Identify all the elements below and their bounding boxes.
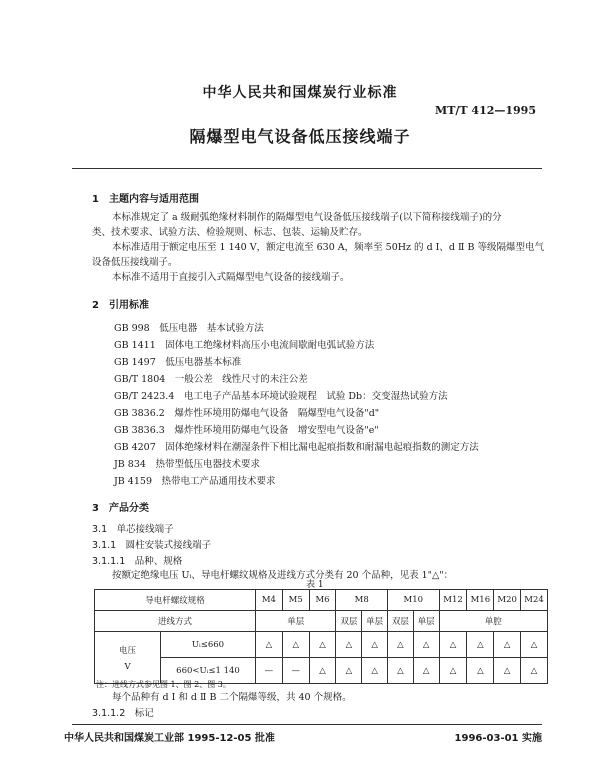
mark-cell: △ (439, 658, 467, 684)
section-1-para-3: 本标准不适用于直接引入式隔爆型电气设备的接线端子。 (112, 272, 350, 283)
standard-code: MT/T 412—1995 (435, 104, 536, 117)
mark-cell: △ (362, 632, 388, 658)
section-3-heading: 3 产品分类 (92, 503, 149, 514)
footer-divider (72, 724, 542, 725)
entry-cell: 单层 (255, 611, 335, 632)
mark-cell: — (282, 658, 309, 684)
implementation-date: 1996-03-01 实施 (454, 733, 542, 744)
size-cell: M8 (336, 590, 388, 611)
mark-cell: △ (309, 658, 336, 684)
mark-cell: △ (467, 658, 494, 684)
mark-cell: △ (282, 632, 309, 658)
reference-item: GB 1497 低压电器基本标准 (114, 357, 242, 368)
size-cell: M4 (255, 590, 282, 611)
entry-cell: 单腔 (439, 611, 547, 632)
mark-cell: △ (439, 632, 467, 658)
entry-cell: 双层 (336, 611, 362, 632)
mark-cell: — (255, 658, 282, 684)
size-cell: M5 (282, 590, 309, 611)
reference-item: GB 3836.3 爆炸性环境用防爆电气设备 增安型电气设备"e" (114, 425, 379, 436)
mark-cell: △ (494, 658, 521, 684)
reference-item: GB/T 2423.4 电工电子产品基本环境试验规程 试验 Db：交变湿热试验方法 (114, 391, 448, 402)
row-label: 660<Uᵢ≤1 140 (161, 658, 256, 684)
mark-cell: △ (309, 632, 336, 658)
voltage-unit: V (124, 661, 131, 672)
mark-cell: △ (388, 632, 414, 658)
header-entry: 进线方式 (95, 611, 256, 632)
size-cell: M16 (467, 590, 494, 611)
clause-3-1-1: 3.1.1 圆柱安装式接线端子 (92, 540, 212, 551)
voltage-label-cell (95, 632, 161, 684)
reference-item: GB 3836.2 爆炸性环境用防爆电气设备 隔爆型电气设备"d" (114, 408, 380, 419)
reference-item: JB 834 热带型低压电器技术要求 (114, 459, 260, 470)
reference-item: GB 998 低压电器 基本试验方法 (114, 323, 264, 334)
voltage-label: 电压 (119, 645, 137, 656)
section-1-heading: 1 主题内容与适用范围 (92, 194, 199, 205)
mark-cell: △ (336, 632, 362, 658)
table-row (95, 632, 548, 658)
table-row (95, 611, 548, 632)
table-caption: 表 1 (306, 580, 324, 590)
approval-line: 中华人民共和国煤炭工业部 1995-12-05 批准 (64, 733, 275, 744)
table-note: 注：进线方式参见图 1、图 2、图 3。 (96, 680, 231, 689)
mark-cell: △ (521, 658, 548, 684)
table-intro: 按额定绝缘电压 Uᵢ、导电杆螺纹规格及进线方式分类有 20 个品种，见表 1"△"： (112, 570, 454, 581)
size-cell: M24 (521, 590, 548, 611)
document-title: 隔爆型电气设备低压接线端子 (189, 127, 411, 146)
entry-cell: 单层 (362, 611, 388, 632)
reference-item: JB 4159 热带电工产品通用技术要求 (114, 476, 276, 487)
table-row (95, 590, 548, 611)
reference-item: GB/T 1804 一般公差 线性尺寸的未注公差 (114, 374, 308, 385)
row-label: Uᵢ≤660 (161, 632, 256, 658)
reference-item: GB 1411 固体电工绝缘材料高压小电流间歇耐电弧试验方法 (114, 340, 375, 351)
size-cell: M10 (388, 590, 440, 611)
clause-3-1-1-2: 3.1.1.2 标记 (92, 708, 154, 719)
header-divider (72, 168, 542, 169)
clause-3-1: 3.1 单芯接线端子 (92, 524, 174, 535)
mark-cell: △ (467, 632, 494, 658)
section-1-para-2b: 设备低压接线端子。 (92, 257, 178, 268)
size-cell: M12 (439, 590, 467, 611)
section-1-para-2a: 本标准适用于额定电压至 1 140 V，额定电流至 630 A，频率至 50Hz 的 d Ⅰ、d Ⅱ B 等级隔爆型电气 (112, 242, 545, 253)
mark-cell: △ (413, 658, 439, 684)
mark-cell: △ (362, 658, 388, 684)
header-thread: 导电杆螺纹规格 (95, 590, 256, 611)
section-1-para-1b: 类、技术要求、试验方法、检验规则、标志、包装、运输及贮存。 (92, 227, 368, 238)
section-1-para-1a: 本标准规定了 a 级耐弧绝缘材料制作的隔爆型电气设备低压接线端子(以下简称接线端子)的分 (112, 212, 502, 223)
mark-cell: △ (388, 658, 414, 684)
entry-cell: 单层 (413, 611, 439, 632)
size-cell: M6 (309, 590, 336, 611)
reference-item: GB 4207 固体绝缘材料在潮湿条件下相比漏电起痕指数和耐漏电起痕指数的测定方法 (114, 442, 479, 453)
mark-cell: △ (521, 632, 548, 658)
industry-standard-title: 中华人民共和国煤炭行业标准 (202, 85, 398, 101)
mark-cell: △ (255, 632, 282, 658)
mark-cell: △ (494, 632, 521, 658)
entry-cell: 双层 (388, 611, 414, 632)
mark-cell: △ (336, 658, 362, 684)
mark-cell: △ (413, 632, 439, 658)
table-1 (94, 589, 548, 684)
size-cell: M20 (494, 590, 521, 611)
clause-3-1-1-1: 3.1.1.1 品种、规格 (92, 556, 183, 567)
section-2-heading: 2 引用标准 (92, 300, 149, 311)
grade-summary: 每个品种有 d Ⅰ 和 d Ⅱ B 二个隔爆等级，共 40 个规格。 (112, 692, 352, 703)
